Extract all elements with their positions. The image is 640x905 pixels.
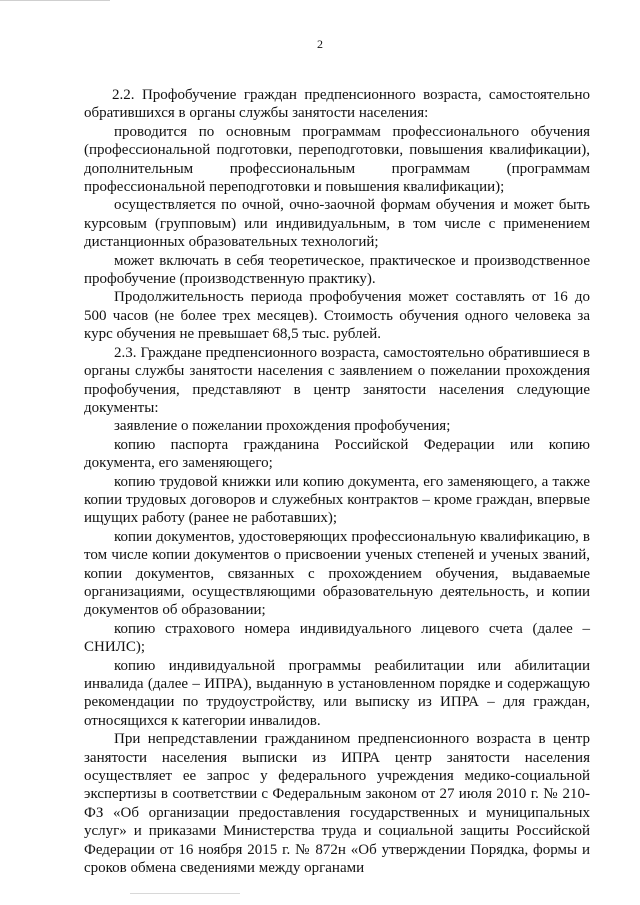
document-item-work-record: копию трудовой книжки или копию документа, его заменяющего, а также копии трудовых договоров и служебных контрактов – кроме граждан, впервые ищущих работу (ранее не работавших); bbox=[84, 473, 590, 527]
document-body bbox=[84, 86, 590, 877]
paragraph-forms: осуществляется по очной, очно-заочной формам обучения и может быть курсовым (групповым) или индивидуальным, в том числе с применением дистанционных образовательных технологий; bbox=[84, 197, 590, 251]
paragraph-ipra-request: При непредставлении гражданином предпенсионного возраста в центр занятости населения выписки из ИПРА центр занятости населения осуществляет ее запрос у федерального учреждения медико-социальной экспертизы в соответствии с Федеральным законом от 27 июля 2010 г. № 210-ФЗ «Об организации предоставления государственных и муниципальных услуг» и приказами Министерства труда и социальной защиты Российской Федерации от 16 ноября 2015 г. № 872н «Об утверждении Порядка, формы и сроков обмена сведениями между органами bbox=[84, 731, 590, 877]
document-item-passport: копию паспорта гражданина Российской Федерации или копию документа, его заменяющего; bbox=[84, 436, 590, 472]
scan-edge-line-bottom bbox=[130, 893, 240, 894]
paragraph-programs: проводится по основным программам профессионального обучения (профессиональной подготовки, переподготовки, повышения квалификации), дополнительным профессиональным программам (программам профессиональной переподготовки и повышения квалификации); bbox=[84, 123, 590, 196]
paragraph-practice: может включать в себя теоретическое, практическое и производственное профобучение (производственную практику). bbox=[84, 252, 590, 288]
document-item-ipra: копию индивидуальной программы реабилитации или абилитации инвалида (далее – ИПРА), выданную в установленном порядке и содержащую рекомендации по трудоустройству, или выписку из ИПРА – для граждан, относящихся к категории инвалидов. bbox=[84, 657, 590, 729]
paragraph-duration-cost: Продолжительность периода профобучения может составлять от 16 до 500 часов (не более трех месяцев). Стоимость обучения одного человека за курс обучения не превышает 68,5 тыс. рублей. bbox=[84, 289, 590, 343]
document-item-snils: копию страхового номера индивидуального лицевого счета (далее – СНИЛС); bbox=[84, 620, 590, 656]
section-2-2-heading: 2.2. Профобучение граждан предпенсионного возраста, самостоятельно обратившихся в органы службы занятости населения: bbox=[84, 87, 590, 122]
document-item-qualification: копии документов, удостоверяющих профессиональную квалификацию, в том числе копии документов о присвоении ученых степеней и ученых званий, копии документов, связанных с прохождением обучения, выдаваемые организациями, осуществляющими образовательную деятельность, и копии документов об образовании; bbox=[84, 528, 590, 619]
section-2-3-heading: 2.3. Граждане предпенсионного возраста, самостоятельно обратившиеся в органы службы занятости населения с заявлением о пожелании прохождения профобучения, представляют в центр занятости населения следующие документы: bbox=[84, 344, 590, 416]
document-item-application: заявление о пожелании прохождения профобучения; bbox=[114, 418, 451, 435]
scan-edge-line bbox=[0, 0, 110, 1]
page-number: 2 bbox=[317, 37, 323, 51]
